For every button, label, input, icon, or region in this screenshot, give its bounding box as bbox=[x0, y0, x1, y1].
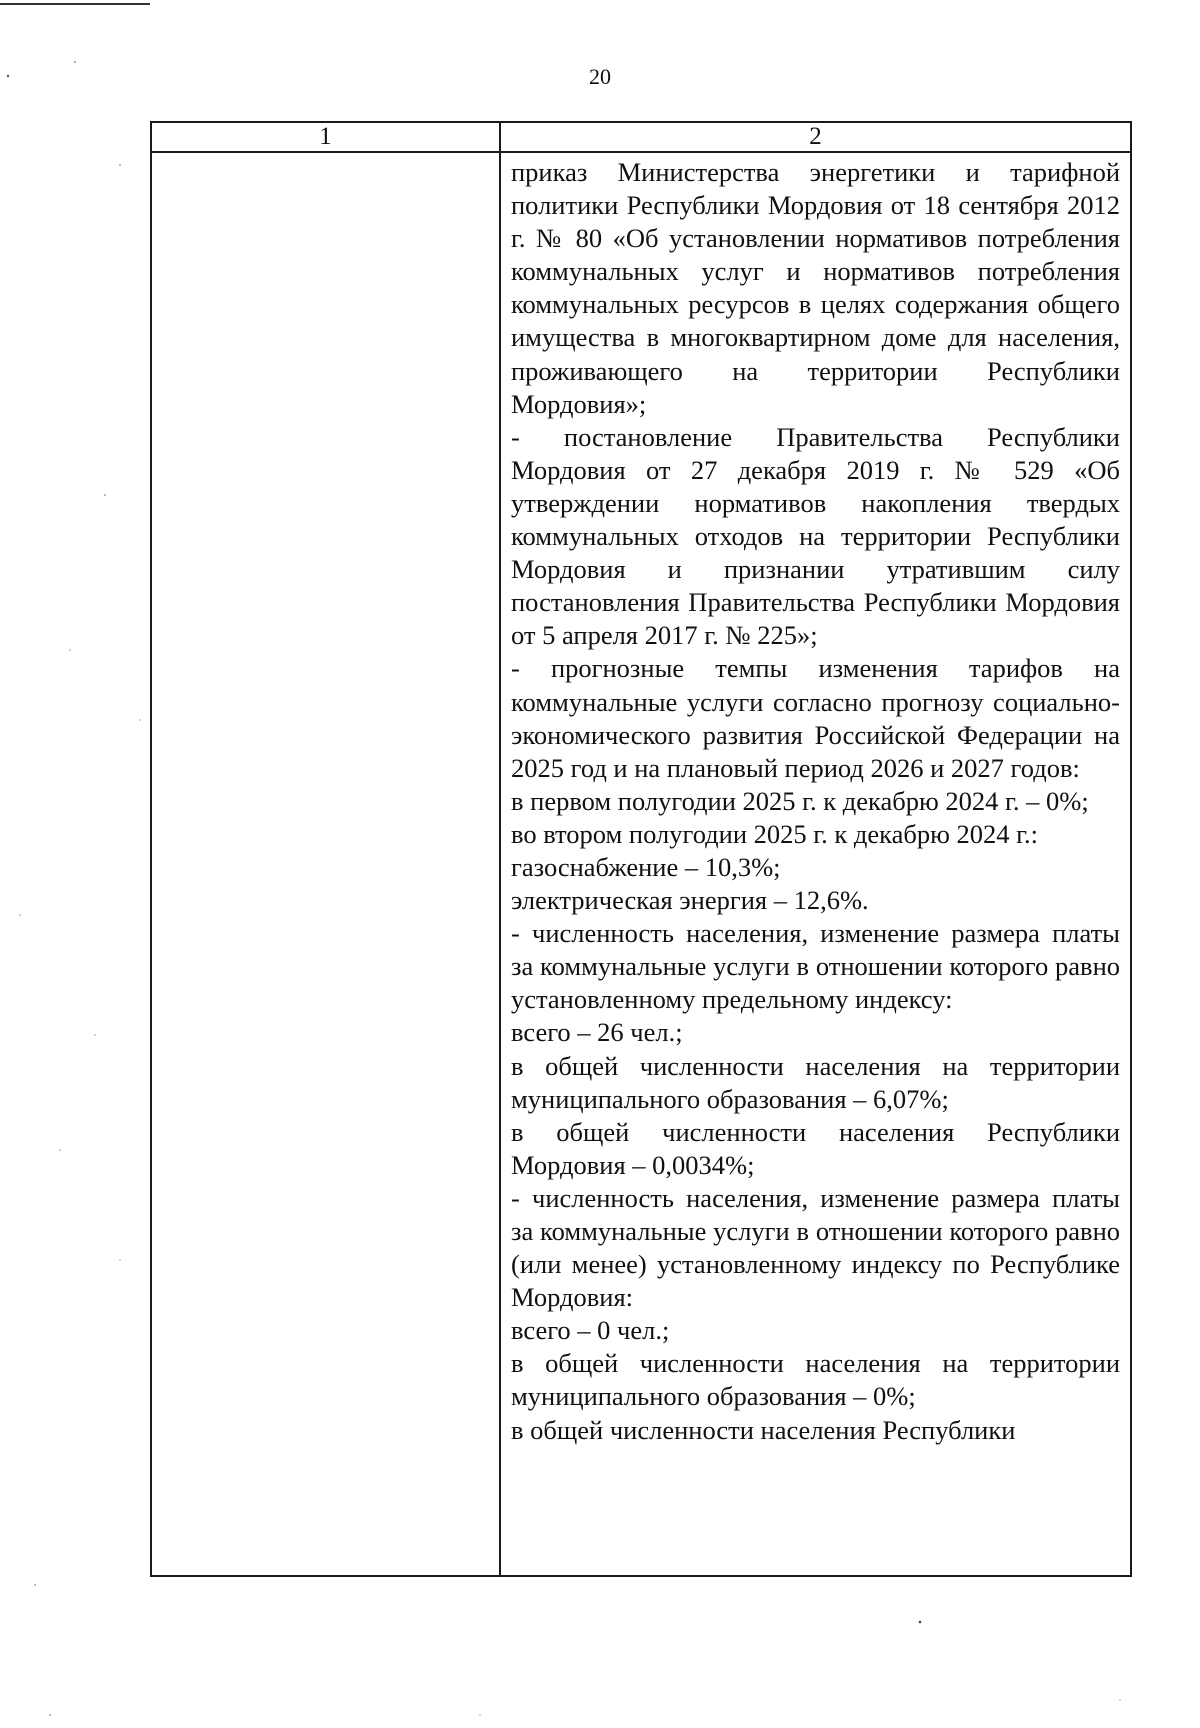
column-header-2: 2 bbox=[500, 122, 1131, 152]
paragraph: всего – 26 чел.; bbox=[511, 1017, 683, 1048]
paragraph: в первом полугодии 2025 г. к декабрю 2024 г. – 0%; bbox=[511, 785, 1089, 816]
paragraph: - прогнозные темпы изменения тарифов на коммунальные услуги согласно прогнозу социально-экономического развития Российской Федерации на 2025 год и на плановый период 2026 и 2027 годов: bbox=[511, 653, 1120, 783]
column-2-cell bbox=[500, 152, 1131, 1576]
column-1-cell bbox=[151, 152, 500, 1576]
paragraph: в общей численности населения Республики bbox=[511, 1414, 1016, 1445]
table-row bbox=[151, 152, 1131, 1576]
paragraph: в общей численности населения на территории муниципального образования – 0%; bbox=[511, 1348, 1120, 1412]
paragraph: всего – 0 чел.; bbox=[511, 1315, 670, 1346]
paragraph: в общей численности населения Республики Мордовия – 0,0034%; bbox=[511, 1116, 1120, 1180]
paragraph: во втором полугодии 2025 г. к декабрю 2024 г.: bbox=[511, 818, 1039, 849]
paragraph: газоснабжение – 10,3%; bbox=[511, 851, 781, 882]
column-2-text bbox=[501, 153, 1130, 1447]
paragraph: - постановление Правительства Республики Мордовия от 27 декабря 2019 г. № 529 «Об утверждении нормативов накопления твердых коммунальных отходов на территории Республики Мордовия и признании утратившим силу постановления Правительства Республики Мордовия от 5 апреля 2017 г. № 225»; bbox=[511, 421, 1120, 651]
table-header-row bbox=[151, 122, 1131, 152]
paragraph: - численность населения, изменение размера платы за коммунальные услуги в отношении которого равно (или менее) установленному индексу по Республике Мордовия: bbox=[511, 1182, 1120, 1313]
column-header-1: 1 bbox=[151, 122, 500, 152]
paragraph: - численность населения, изменение размера платы за коммунальные услуги в отношении которого равно установленному предельному индексу: bbox=[511, 918, 1120, 1015]
paragraph: в общей численности населения на территории муниципального образования – 6,07%; bbox=[511, 1050, 1120, 1114]
document-table bbox=[150, 121, 1132, 1577]
paragraph: приказ Министерства энергетики и тарифной политики Республики Мордовия от 18 сентября 2012 г. № 80 «Об установлении нормативов потребления коммунальных услуг и нормативов потребления коммунальных ресурсов в целях содержания общего имущества в многоквартирном доме для населения, проживающего на территории Республики Мордовия»; bbox=[511, 157, 1120, 419]
page-number: 20 bbox=[589, 64, 611, 89]
paragraph: электрическая энергия – 12,6%. bbox=[511, 885, 869, 916]
